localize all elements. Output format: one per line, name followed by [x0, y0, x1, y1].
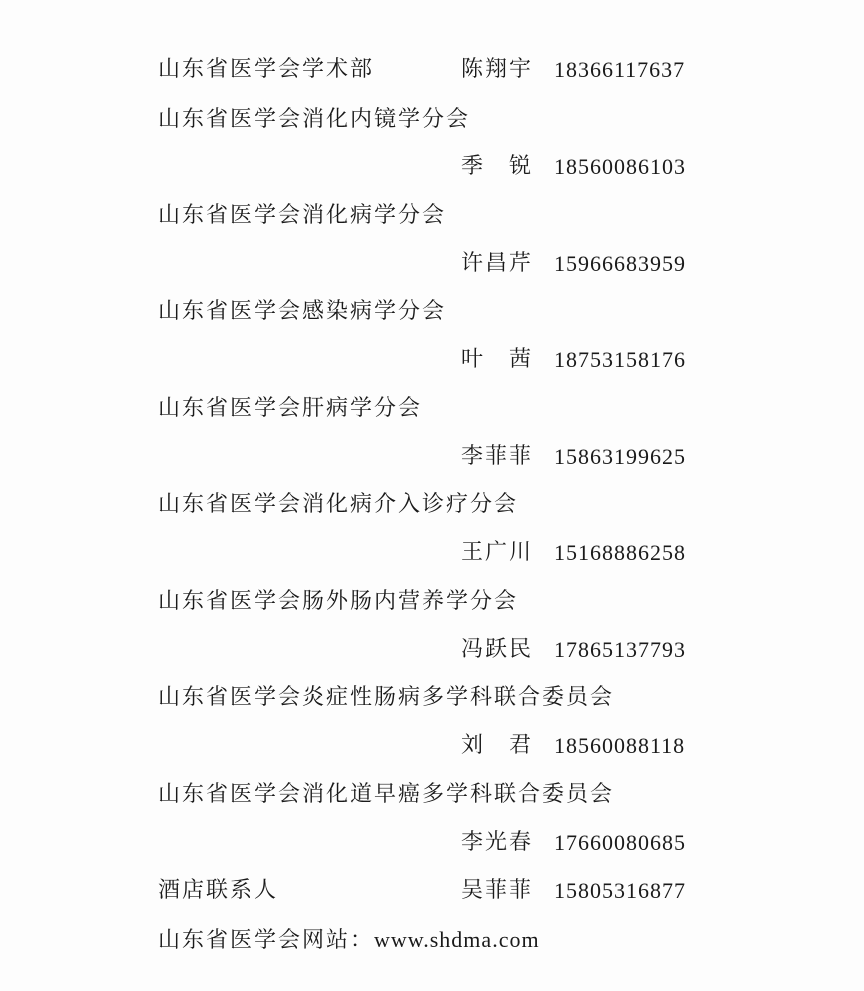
contact-name: 冯跃民 [461, 637, 534, 662]
contact-name: 陈翔宇 [461, 57, 534, 82]
contact-name: 李菲菲 [461, 444, 534, 469]
org-name: 酒店联系人 [158, 878, 279, 903]
org-row [0, 582, 864, 622]
org-name: 山东省医学会肝病学分会 [158, 396, 423, 421]
org-name: 山东省医学会消化道早癌多学科联合委员会 [158, 782, 615, 807]
contact-phone: 15966683959 [554, 251, 686, 276]
contact-name: 叶 茜 [461, 347, 534, 372]
contact-name: 季 锐 [461, 154, 534, 179]
contact-name: 刘 君 [461, 733, 534, 758]
org-name: 山东省医学会消化病学分会 [158, 203, 447, 228]
contact-phone: 18560086103 [554, 154, 686, 179]
org-row [0, 100, 864, 140]
contact-row [0, 726, 864, 766]
org-row [0, 485, 864, 525]
org-name: 山东省医学会感染病学分会 [158, 299, 447, 324]
org-name: 山东省医学会肠外肠内营养学分会 [158, 589, 519, 614]
contact-row [0, 340, 864, 380]
contact-row [0, 533, 864, 573]
org-row [0, 678, 864, 718]
org-row [0, 389, 864, 429]
contact-name: 吴菲菲 [461, 878, 534, 903]
org-row [0, 196, 864, 236]
org-name: 山东省医学会学术部 [158, 57, 375, 82]
website-label: 山东省医学会网站： [158, 928, 375, 953]
contact-row [0, 871, 864, 911]
org-row [0, 292, 864, 332]
contact-name: 王广川 [461, 540, 534, 565]
contact-row [0, 147, 864, 187]
org-name: 山东省医学会消化内镜学分会 [158, 107, 471, 132]
contact-name: 许昌芹 [461, 251, 534, 276]
website-row [0, 920, 864, 960]
website-url[interactable]: www.shdma.com [374, 927, 540, 952]
contact-phone: 15863199625 [554, 444, 686, 469]
contact-row [0, 823, 864, 863]
contact-phone: 18366117637 [554, 57, 686, 82]
contact-row [0, 437, 864, 477]
contact-phone: 18560088118 [554, 733, 686, 758]
contact-phone: 15168886258 [554, 540, 686, 565]
contact-phone: 17660080685 [554, 830, 686, 855]
contact-row [0, 50, 864, 90]
contact-phone: 17865137793 [554, 637, 686, 662]
contact-name: 李光春 [461, 830, 534, 855]
contact-row [0, 630, 864, 670]
contact-row [0, 244, 864, 284]
contact-phone: 18753158176 [554, 347, 686, 372]
org-name: 山东省医学会消化病介入诊疗分会 [158, 492, 519, 517]
contact-phone: 15805316877 [554, 878, 686, 903]
website-line [158, 920, 540, 961]
org-name: 山东省医学会炎症性肠病多学科联合委员会 [158, 685, 615, 710]
org-row [0, 775, 864, 815]
